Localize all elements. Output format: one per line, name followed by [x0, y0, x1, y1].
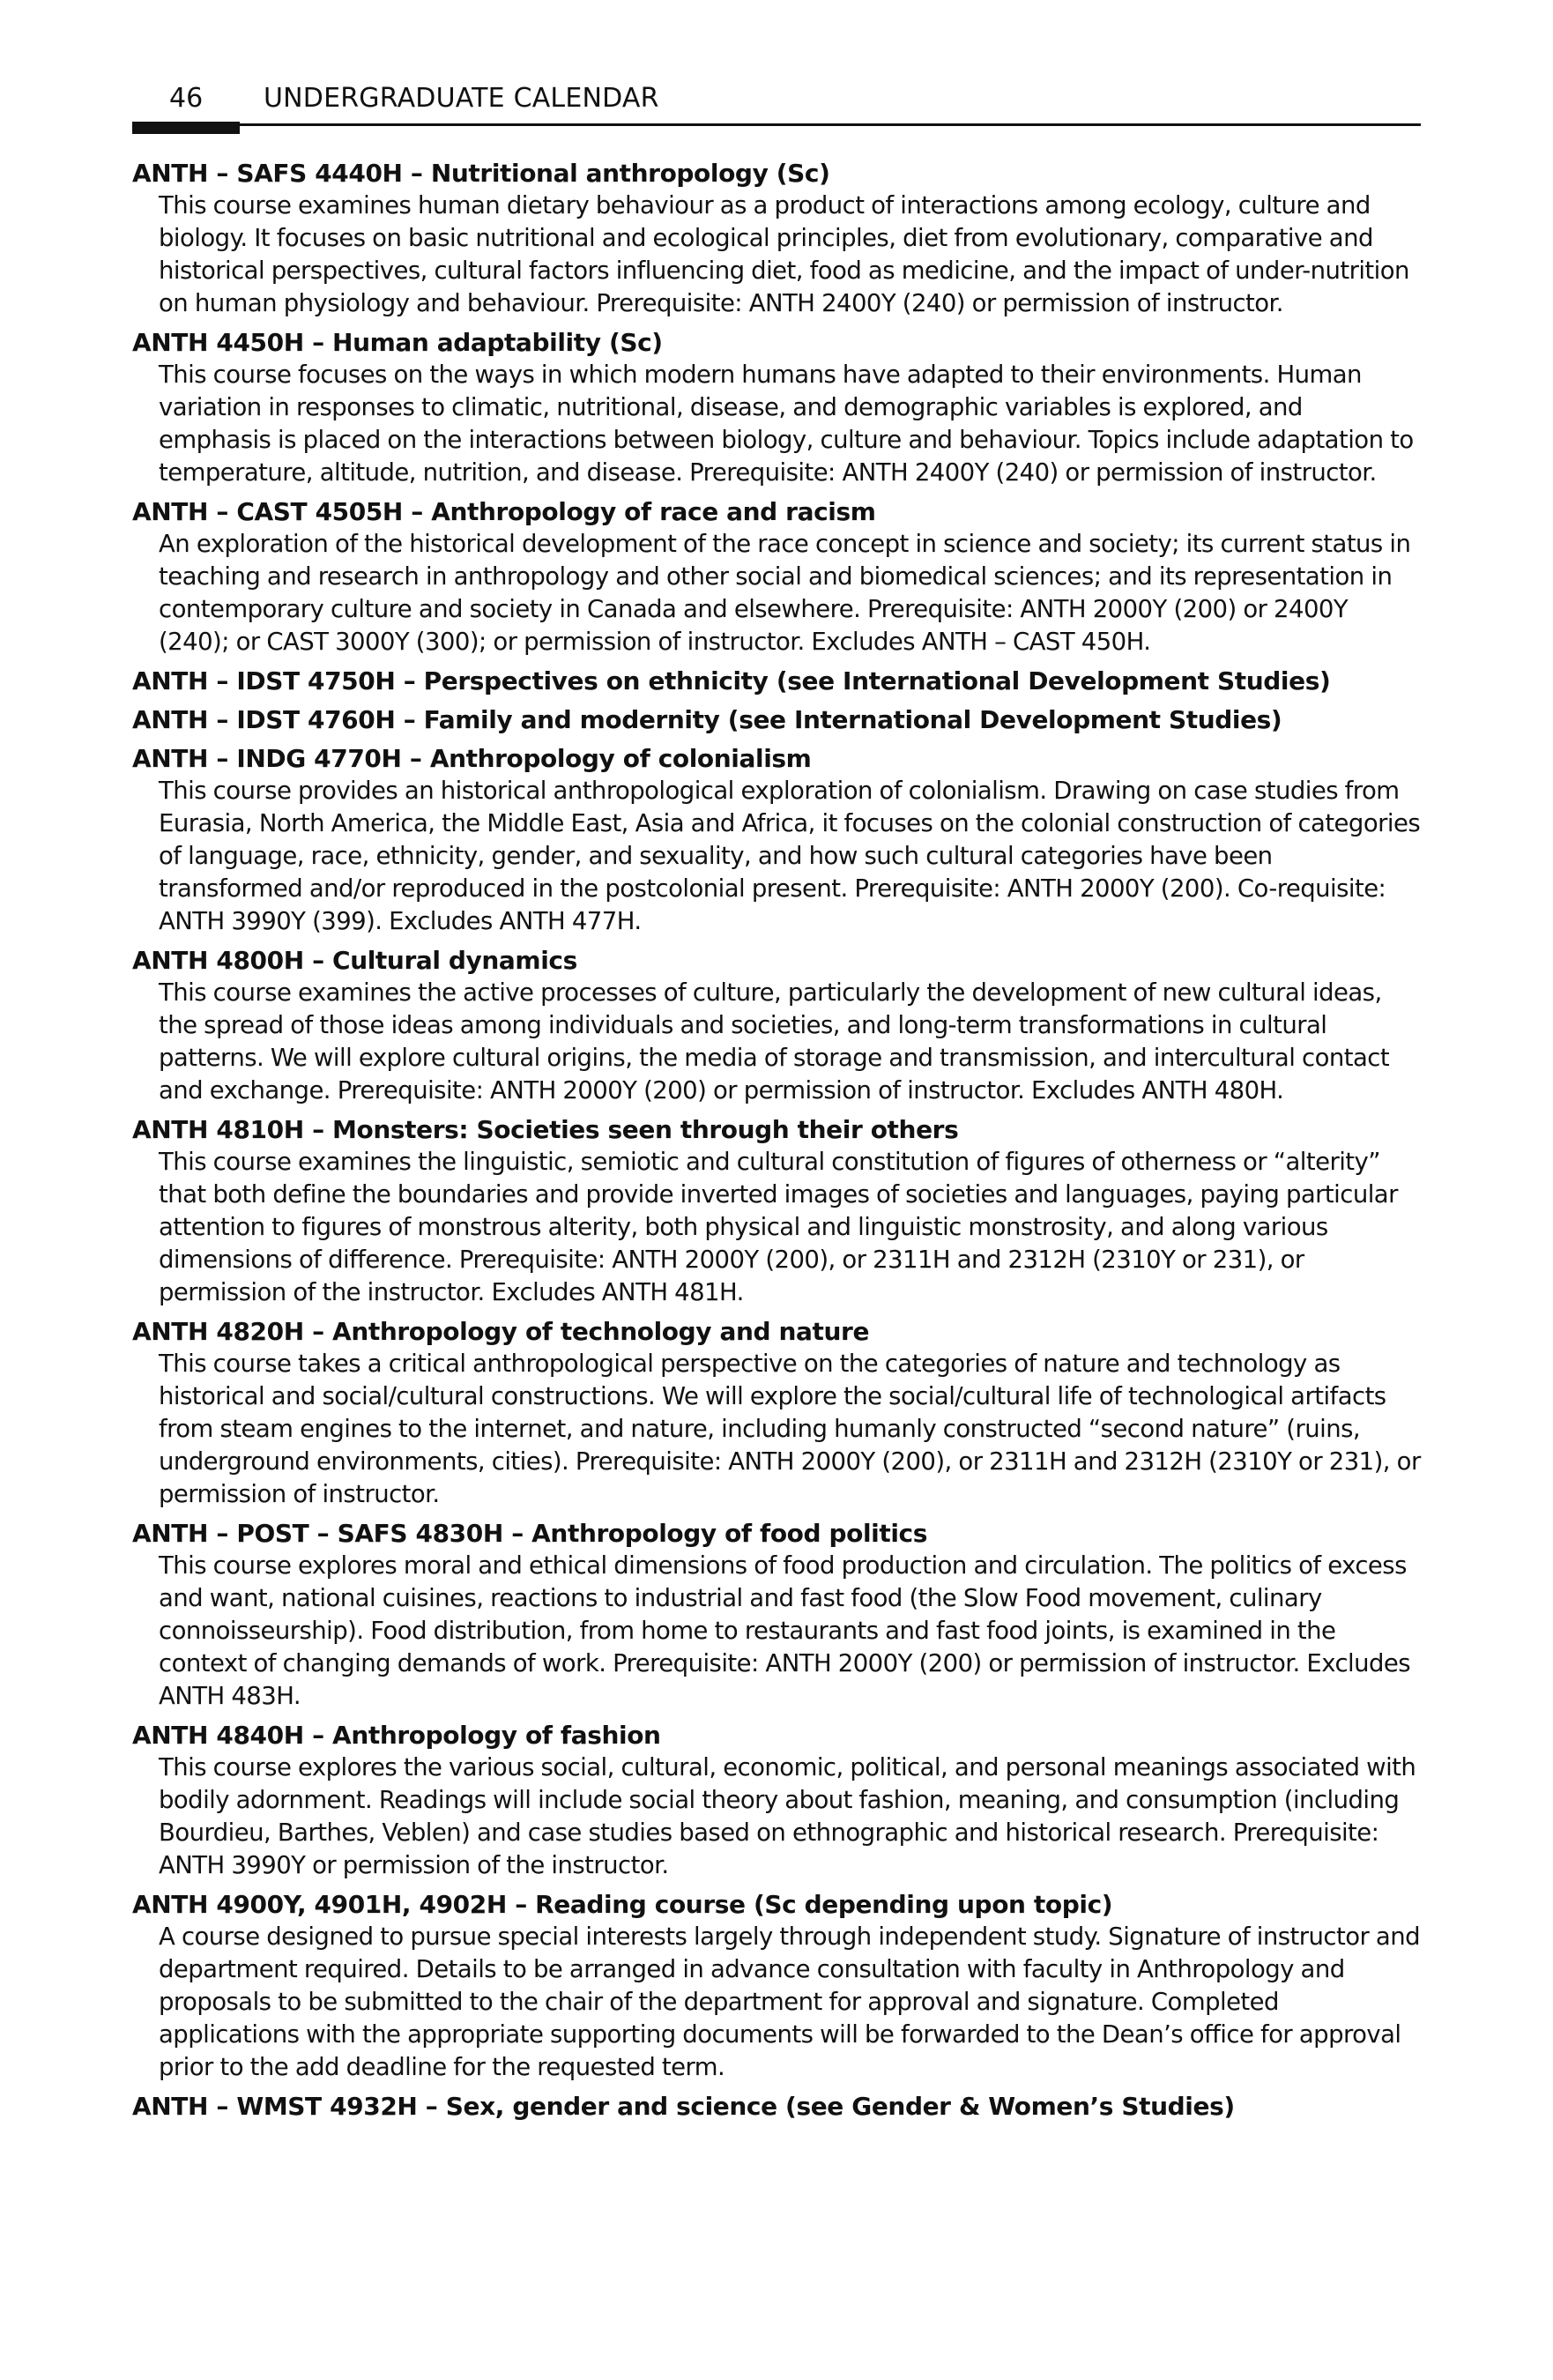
course-title: ANTH 4900Y, 4901H, 4902H – Reading course (Sc depending upon topic)	[132, 1890, 1113, 1919]
course-title: ANTH – POST – SAFS 4830H – Anthropology of food politics	[132, 1519, 928, 1548]
course-description: This course takes a critical anthropological perspective on the categories of nature and technology as historical and social/cultural constructions. We will explore the social/cultural life of technological artifacts from steam engines to the internet, and nature, including humanly constructed “second nature” (ruins, underground environments, cities). Prerequisite: ANTH 2000Y (200), or 2311H and 2312H (2310Y or 231), or permission of instructor.	[159, 1350, 1421, 1508]
course-entry	[132, 742, 1421, 938]
course-description: This course provides an historical anthropological exploration of colonialism. Drawing on case studies from Eurasia, North America, the Middle East, Asia and Africa, it focuses on the colonial construction of categories of language, race, ethnicity, gender, and sexuality, and how such cultural categories have been transformed and/or reproduced in the postcolonial present. Prerequisite: ANTH 2000Y (200). Co-requisite: ANTH 3990Y (399). Excludes ANTH 477H.	[159, 777, 1421, 935]
course-title: ANTH 4840H – Anthropology of fashion	[132, 1721, 661, 1750]
course-description: This course examines human dietary behaviour as a product of interactions among ecology, culture and biology. It focuses on basic nutritional and ecological principles, diet from evolutionary, comparative and historical perspectives, cultural factors influencing diet, food as medicine, and the impact of under-nutrition on human physiology and behaviour. Prerequisite: ANTH 2400Y (240) or permission of instructor.	[159, 191, 1409, 317]
course-description: This course explores the various social, cultural, economic, political, and personal meanings associated with bodily adornment. Readings will include social theory about fashion, meaning, and consumption (including Bourdieu, Barthes, Veblen) and case studies based on ethnographic and historical research. Prerequisite: ANTH 3990Y or permission of the instructor.	[159, 1753, 1416, 1879]
running-title: UNDERGRADUATE CALENDAR	[264, 83, 659, 114]
course-title: ANTH – CAST 4505H – Anthropology of race and racism	[132, 497, 876, 526]
course-title: ANTH 4820H – Anthropology of technology and nature	[132, 1317, 870, 1346]
course-entry	[132, 326, 1421, 489]
course-description: This course examines the linguistic, semiotic and cultural constitution of figures of otherness or “alterity” that both define the boundaries and provide inverted images of societies and languages, paying particular attention to figures of monstrous alterity, both physical and linguistic monstrosity, and along various dimensions of difference. Prerequisite: ANTH 2000Y (200), or 2311H and 2312H (2310Y or 231), or permission of the instructor. Excludes ANTH 481H.	[159, 1148, 1398, 1306]
page-number: 46	[169, 83, 204, 114]
course-entry	[132, 495, 1421, 658]
course-entry	[132, 1719, 1421, 1882]
course-entry	[132, 157, 1421, 320]
course-title: ANTH – IDST 4760H – Family and modernity (see International Development Studies)	[132, 705, 1282, 734]
header-rule	[132, 123, 1421, 126]
course-title: ANTH 4450H – Human adaptability (Sc)	[132, 328, 663, 357]
course-title: ANTH – WMST 4932H – Sex, gender and science (see Gender & Women’s Studies)	[132, 2092, 1235, 2121]
header-tab-marker	[132, 122, 240, 134]
course-entry	[132, 1888, 1421, 2084]
course-entry	[132, 703, 1421, 736]
course-description: An exploration of the historical development of the race concept in science and society; its current status in teaching and research in anthropology and other social and biomedical sciences; and its representation in contemporary culture and society in Canada and elsewhere. Prerequisite: ANTH 2000Y (200) or 2400Y (240); or CAST 3000Y (300); or permission of instructor. Excludes ANTH – CAST 450H.	[159, 530, 1411, 656]
course-entry	[132, 944, 1421, 1107]
course-title: ANTH – INDG 4770H – Anthropology of colonialism	[132, 744, 812, 773]
course-description: This course examines the active processes of culture, particularly the development of new cultural ideas, the spread of those ideas among individuals and societies, and long-term transformations in cultural patterns. We will explore cultural origins, the media of storage and transmission, and intercultural contact and exchange. Prerequisite: ANTH 2000Y (200) or permission of instructor. Excludes ANTH 480H.	[159, 978, 1390, 1104]
course-entry	[132, 665, 1421, 697]
course-entry	[132, 2090, 1421, 2123]
course-title: ANTH 4800H – Cultural dynamics	[132, 946, 577, 975]
course-title: ANTH – SAFS 4440H – Nutritional anthropology (Sc)	[132, 159, 830, 188]
course-description: A course designed to pursue special interests largely through independent study. Signature of instructor and department required. Details to be arranged in advance consultation with faculty in Anthropology and proposals to be submitted to the chair of the department for approval and signature. Completed applications with the appropriate supporting documents will be forwarded to the Dean’s office for approval prior to the add deadline for the requested term.	[159, 1923, 1421, 2081]
course-list	[132, 157, 1421, 2129]
course-title: ANTH 4810H – Monsters: Societies seen through their others	[132, 1115, 959, 1144]
course-description: This course focuses on the ways in which modern humans have adapted to their environments. Human variation in responses to climatic, nutritional, disease, and demographic variables is explored, and emphasis is placed on the interactions between biology, culture and behaviour. Topics include adaptation to temperature, altitude, nutrition, and disease. Prerequisite: ANTH 2400Y (240) or permission of instructor.	[159, 361, 1414, 487]
course-description: This course explores moral and ethical dimensions of food production and circulation. The politics of excess and want, national cuisines, reactions to industrial and fast food (the Slow Food movement, culinary connoisseurship). Food distribution, from home to restaurants and fast food joints, is examined in the context of changing demands of work. Prerequisite: ANTH 2000Y (200) or permission of instructor. Excludes ANTH 483H.	[159, 1551, 1411, 1710]
page-header	[132, 81, 1421, 134]
course-entry	[132, 1315, 1421, 1511]
course-entry	[132, 1517, 1421, 1713]
course-entry	[132, 1113, 1421, 1309]
course-title: ANTH – IDST 4750H – Perspectives on ethnicity (see International Development Studies)	[132, 666, 1331, 695]
